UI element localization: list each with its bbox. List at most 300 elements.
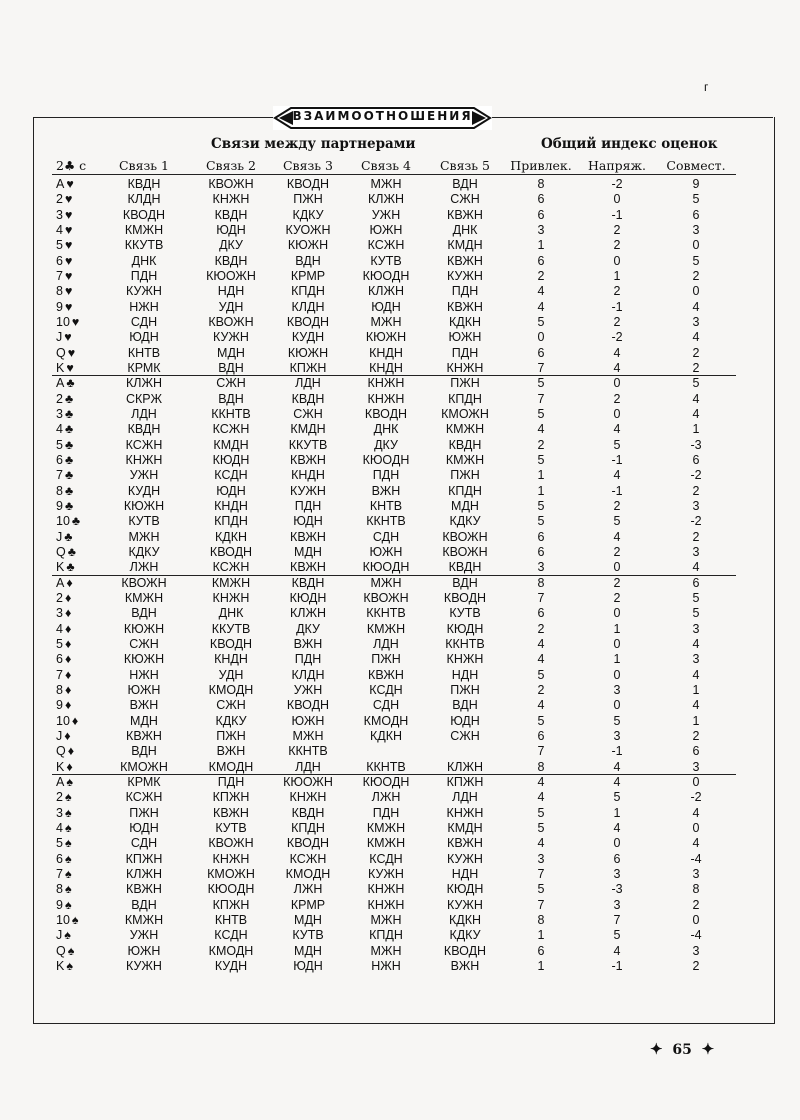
attraction-cell: 4	[537, 284, 545, 298]
tension-cell: 4	[613, 468, 621, 482]
link-2-cell: ЮДН	[216, 223, 246, 237]
link-4-cell: ККНТВ	[366, 606, 406, 620]
page-footer	[650, 1040, 714, 1058]
link-3-cell: ККНТВ	[288, 744, 328, 758]
link-4-cell: КЮОДН	[362, 560, 410, 574]
table-row	[0, 714, 800, 729]
link-4-cell: КСДН	[369, 683, 403, 697]
card-rank: J	[56, 729, 63, 743]
link-2-cell: НДН	[217, 284, 245, 298]
compatibility-cell: 1	[692, 714, 700, 728]
link-5-cell: КВЖН	[447, 254, 483, 268]
link-4-cell: КДКН	[369, 729, 403, 743]
link-3-cell: ДКУ	[296, 622, 320, 636]
link-5-cell: ПДН	[451, 346, 479, 360]
suit-icon: ♥	[64, 330, 72, 344]
link-3-cell: КВДН	[291, 392, 325, 406]
suit-icon: ♣	[64, 392, 74, 406]
table-row	[0, 422, 800, 437]
attraction-cell: 4	[537, 637, 545, 651]
compatibility-cell: 5	[692, 591, 700, 605]
link-2-cell: СЖН	[216, 376, 246, 390]
link-3-cell: КПЖН	[289, 361, 327, 375]
attraction-cell: 1	[537, 468, 545, 482]
link-3-cell: КЮЖН	[287, 346, 329, 360]
link-4-cell: КВОДН	[364, 407, 408, 421]
link-1-cell: НЖН	[129, 300, 159, 314]
attraction-cell: 4	[537, 790, 545, 804]
link-1-cell: КУЖН	[126, 284, 162, 298]
link-5-cell: КВОДН	[443, 591, 487, 605]
suit-icon: ♠	[64, 836, 72, 850]
card-rank: 6	[56, 453, 63, 467]
link-4-cell: МЖН	[370, 913, 402, 927]
table-row	[0, 545, 800, 560]
suit-icon: ♥	[64, 284, 73, 298]
tension-cell: 0	[613, 606, 621, 620]
suit-icon: ♦	[64, 729, 71, 743]
col-header-link-3: Связь 3	[282, 158, 334, 173]
link-4-cell: КСДН	[369, 852, 403, 866]
table-row	[0, 407, 800, 422]
suit-icon: ♣	[67, 545, 76, 559]
tension-cell: 0	[613, 254, 621, 268]
ornament-left-icon: ✦	[650, 1040, 663, 1058]
suit-icon: ♣	[64, 407, 74, 421]
attraction-cell: 3	[537, 223, 545, 237]
link-4-cell: КЮОДН	[362, 775, 410, 789]
link-4-cell: КНЖН	[367, 376, 405, 390]
link-2-cell: ДКУ	[219, 238, 243, 252]
link-3-cell: ПДН	[294, 652, 322, 666]
link-4-cell: ЮЖН	[369, 223, 403, 237]
link-3-cell: ККУТВ	[288, 438, 328, 452]
link-5-cell: ВДН	[452, 177, 478, 191]
link-2-cell: ВЖН	[216, 744, 246, 758]
link-1-cell: ЮДН	[129, 821, 159, 835]
suit-icon: ♠	[64, 806, 72, 820]
table-row	[0, 821, 800, 836]
card-label	[56, 821, 100, 836]
link-4-cell: КВЖН	[368, 668, 404, 682]
suit-icon: ♠	[66, 959, 73, 973]
attraction-cell: 7	[537, 392, 545, 406]
suit-icon: ♥	[67, 346, 76, 360]
header-rule	[52, 174, 736, 175]
suit-icon: ♦	[64, 637, 72, 651]
compatibility-cell: 2	[692, 530, 700, 544]
attraction-cell: 8	[537, 177, 545, 191]
card-rank: 8	[56, 484, 63, 498]
attraction-cell: 8	[537, 576, 545, 590]
link-3-cell: КВДН	[291, 806, 325, 820]
suit-icon: ♥	[66, 361, 74, 375]
link-5-cell: КВДН	[448, 560, 482, 574]
link-2-cell: КВЖН	[213, 806, 249, 820]
card-label	[56, 484, 100, 499]
link-5-cell: КДКУ	[449, 928, 481, 942]
card-rank: 8	[56, 284, 63, 298]
link-4-cell: УЖН	[371, 208, 401, 222]
table-row	[0, 790, 800, 805]
suit-icon: ♣	[66, 560, 75, 574]
card-label	[56, 959, 100, 974]
table-row	[0, 668, 800, 683]
tension-cell: 2	[613, 238, 621, 252]
compatibility-cell: 8	[692, 882, 700, 896]
link-2-cell: КСДН	[214, 928, 248, 942]
link-2-cell: УДН	[218, 300, 244, 314]
link-1-cell: КЮЖН	[123, 652, 165, 666]
compatibility-cell: 4	[692, 407, 700, 421]
link-4-cell: СДН	[372, 698, 400, 712]
link-4-cell: ДКУ	[374, 438, 398, 452]
card-rank: 7	[56, 269, 63, 283]
compatibility-cell: -4	[690, 928, 702, 942]
link-3-cell: КМОДН	[285, 867, 331, 881]
card-rank: 9	[56, 898, 63, 912]
compatibility-cell: 3	[692, 652, 700, 666]
tension-cell: 0	[613, 637, 621, 651]
link-4-cell: КМЖН	[366, 836, 406, 850]
compatibility-cell: 1	[692, 683, 700, 697]
table-row	[0, 806, 800, 821]
link-4-cell: ПДН	[372, 468, 400, 482]
card-rank: 3	[56, 606, 63, 620]
table-row	[0, 269, 800, 284]
link-3-cell: КЮЖН	[287, 238, 329, 252]
link-2-cell: ККНТВ	[211, 407, 251, 421]
table-row	[0, 944, 800, 959]
link-5-cell: ДНК	[452, 223, 478, 237]
card-rank: 7	[56, 468, 63, 482]
attraction-cell: 5	[537, 668, 545, 682]
suit-icon: ♦	[64, 622, 72, 636]
suit-icon: ♣	[64, 530, 73, 544]
col-header-compatibility: Совмест.	[666, 158, 726, 173]
tension-cell: 2	[613, 545, 621, 559]
table-row	[0, 898, 800, 913]
link-2-cell: КНДН	[214, 652, 248, 666]
tension-cell: 0	[613, 668, 621, 682]
link-5-cell: КМЖН	[445, 422, 485, 436]
link-5-cell: КВОДН	[443, 944, 487, 958]
attraction-cell: 1	[537, 484, 545, 498]
suit-icon: ♠	[64, 867, 72, 881]
link-3-cell: ЛДН	[295, 760, 321, 774]
link-5-cell: КВОЖН	[442, 545, 488, 559]
suit-icon: ♣	[64, 484, 74, 498]
attraction-cell: 5	[537, 714, 545, 728]
link-5-cell: КВОЖН	[442, 530, 488, 544]
attraction-cell: 5	[537, 882, 545, 896]
link-3-cell: ЮДН	[293, 514, 323, 528]
compatibility-cell: 3	[692, 545, 700, 559]
link-1-cell: КМОЖН	[120, 760, 168, 774]
link-2-cell: КСДН	[214, 468, 248, 482]
card-rank: A	[56, 576, 65, 590]
card-label	[56, 361, 100, 376]
suit-icon: ♠	[64, 790, 72, 804]
table-row	[0, 484, 800, 499]
suit-icon: ♥	[64, 223, 73, 237]
suit-icon: ♠	[64, 882, 72, 896]
link-2-cell: КМОДН	[208, 760, 254, 774]
link-3-cell: КЮОЖН	[283, 775, 333, 789]
table-row	[0, 683, 800, 698]
card-label	[56, 192, 100, 207]
card-label	[56, 514, 100, 529]
link-2-cell: КДКУ	[215, 714, 247, 728]
attraction-cell: 6	[537, 729, 545, 743]
link-3-cell: КУЖН	[290, 484, 326, 498]
attraction-cell: 6	[537, 545, 545, 559]
link-4-cell: ЛДН	[373, 637, 399, 651]
link-1-cell: КСЖН	[125, 790, 163, 804]
link-3-cell: МЖН	[292, 729, 324, 743]
link-1-cell: ЛЖН	[129, 560, 159, 574]
link-3-cell: КВОДН	[286, 836, 330, 850]
link-1-cell: КПЖН	[125, 852, 163, 866]
attraction-cell: 4	[537, 836, 545, 850]
card-label	[56, 944, 100, 959]
link-2-cell: УДН	[218, 668, 244, 682]
link-4-cell: КНЖН	[367, 882, 405, 896]
link-5-cell: КУЖН	[447, 269, 483, 283]
link-2-cell: КУТВ	[215, 821, 247, 835]
suit-icon: ♠	[64, 928, 71, 942]
card-label	[56, 913, 100, 928]
table-row	[0, 606, 800, 621]
tension-cell: 4	[613, 760, 621, 774]
link-2-cell: КСЖН	[212, 560, 250, 574]
suit-icon: ♥	[64, 300, 73, 314]
attraction-cell: 6	[537, 208, 545, 222]
link-2-cell: КУДН	[214, 959, 248, 973]
compatibility-cell: 2	[692, 484, 700, 498]
suit-icon: ♦	[64, 652, 72, 666]
link-2-cell: КНДН	[214, 499, 248, 513]
card-label	[56, 284, 100, 299]
tension-cell: 1	[613, 806, 621, 820]
card-rank: 2	[56, 392, 63, 406]
link-2-cell: КМДН	[213, 438, 249, 452]
compatibility-cell: 5	[692, 192, 700, 206]
card-label	[56, 438, 100, 453]
tension-cell: -1	[611, 959, 623, 973]
link-1-cell: КЛЖН	[125, 376, 163, 390]
card-rank: 6	[56, 852, 63, 866]
table-row	[0, 208, 800, 223]
compatibility-cell: 3	[692, 760, 700, 774]
tension-cell: -1	[611, 208, 623, 222]
attraction-cell: 5	[537, 315, 545, 329]
link-2-cell: КЮДН	[212, 453, 250, 467]
link-4-cell: МЖН	[370, 944, 402, 958]
suit-icon: ♣	[64, 453, 74, 467]
tension-cell: -2	[611, 330, 623, 344]
suit-icon: ♠	[67, 944, 75, 958]
link-1-cell: КВОДН	[122, 208, 166, 222]
table-row	[0, 223, 800, 238]
suit-icon: ♠	[71, 913, 79, 927]
card-rank: 3	[56, 208, 63, 222]
card-label	[56, 806, 100, 821]
link-3-cell: ПЖН	[293, 192, 323, 206]
card-rank: 10	[56, 514, 70, 528]
link-2-cell: КПЖН	[212, 790, 250, 804]
table-row	[0, 254, 800, 269]
card-label	[56, 790, 100, 805]
link-3-cell: ЛЖН	[293, 882, 323, 896]
compatibility-cell: 1	[692, 422, 700, 436]
link-2-cell: КВДН	[214, 254, 248, 268]
link-2-cell: КПДН	[214, 514, 248, 528]
link-2-cell: КВОЖН	[208, 315, 254, 329]
link-1-cell: ВДН	[131, 606, 157, 620]
link-3-cell: КПДН	[291, 284, 325, 298]
table-row	[0, 729, 800, 744]
link-2-cell: КЮОЖН	[206, 269, 256, 283]
card-label	[56, 300, 100, 315]
suit-icon: ♦	[64, 698, 72, 712]
link-4-cell: КНДН	[369, 346, 403, 360]
attraction-cell: 5	[537, 806, 545, 820]
link-3-cell: КЛДН	[291, 668, 325, 682]
card-rank: J	[56, 530, 63, 544]
link-3-cell: КВЖН	[290, 560, 326, 574]
card-rank: 10	[56, 714, 70, 728]
compatibility-cell: 2	[692, 959, 700, 973]
link-2-cell: ККУТВ	[211, 622, 251, 636]
link-2-cell: КВОДН	[209, 545, 253, 559]
col-header-link-1: Связь 1	[118, 158, 170, 173]
card-rank: 7	[56, 867, 63, 881]
table-row	[0, 530, 800, 545]
card-label	[56, 392, 100, 407]
tension-cell: 5	[613, 790, 621, 804]
link-4-cell: ЮЖН	[369, 545, 403, 559]
card-label	[56, 453, 100, 468]
tension-cell: 2	[613, 223, 621, 237]
compatibility-cell: 3	[692, 867, 700, 881]
link-1-cell: СЖН	[129, 637, 159, 651]
card-label	[56, 668, 100, 683]
tension-cell: 2	[613, 576, 621, 590]
compatibility-cell: 0	[692, 284, 700, 298]
suit-icon: ♦	[64, 606, 72, 620]
card-label	[56, 867, 100, 882]
link-1-cell: КЮЖН	[123, 499, 165, 513]
card-label	[56, 760, 100, 775]
card-label	[56, 177, 100, 192]
link-1-cell: КЛДН	[127, 192, 161, 206]
link-1-cell: КВЖН	[126, 882, 162, 896]
link-2-cell: КМЖН	[211, 576, 251, 590]
table-row	[0, 300, 800, 315]
compatibility-cell: -2	[690, 468, 702, 482]
tension-cell: -1	[611, 744, 623, 758]
link-1-cell: ВЖН	[129, 698, 159, 712]
attraction-cell: 2	[537, 683, 545, 697]
compatibility-cell: 5	[692, 254, 700, 268]
tension-cell: 4	[613, 530, 621, 544]
link-3-cell: КВДН	[291, 576, 325, 590]
tension-cell: 5	[613, 928, 621, 942]
table-row	[0, 499, 800, 514]
link-2-cell: КНЖН	[212, 852, 250, 866]
suit-icon: ♦	[64, 668, 72, 682]
link-3-cell: ЮДН	[293, 959, 323, 973]
link-3-cell: КУДН	[291, 330, 325, 344]
link-1-cell: КМЖН	[124, 591, 164, 605]
attraction-cell: 6	[537, 530, 545, 544]
link-5-cell: КМЖН	[445, 453, 485, 467]
link-1-cell: ДНК	[131, 254, 157, 268]
attraction-cell: 4	[537, 300, 545, 314]
suit-icon: ♥	[66, 177, 74, 191]
link-4-cell: КЮОДН	[362, 453, 410, 467]
card-rank: Q	[56, 944, 66, 958]
ornament-right-icon: ✦	[701, 1040, 715, 1058]
tension-cell: 2	[613, 591, 621, 605]
link-5-cell: КДКН	[448, 315, 482, 329]
link-2-cell: ПЖН	[216, 729, 246, 743]
card-label	[56, 346, 100, 361]
link-3-cell: КЛДН	[291, 300, 325, 314]
card-label	[56, 606, 100, 621]
suit-icon: ♣	[66, 376, 75, 390]
attraction-cell: 8	[537, 760, 545, 774]
link-1-cell: КРМК	[127, 775, 161, 789]
table-row	[0, 652, 800, 667]
card-rank: J	[56, 330, 63, 344]
table-row	[0, 514, 800, 529]
tension-cell: 2	[613, 315, 621, 329]
link-4-cell: КПДН	[369, 928, 403, 942]
card-rank: J	[56, 928, 63, 942]
card-label	[56, 882, 100, 897]
link-1-cell: КЛЖН	[125, 867, 163, 881]
suit-icon: ♦	[66, 576, 73, 590]
attraction-cell: 1	[537, 959, 545, 973]
frame-top-right	[492, 117, 773, 118]
link-5-cell: СЖН	[450, 192, 480, 206]
table-row	[0, 438, 800, 453]
link-5-cell: КНЖН	[446, 361, 484, 375]
compatibility-cell: 2	[692, 269, 700, 283]
compatibility-cell: 4	[692, 300, 700, 314]
card-label	[56, 238, 100, 253]
attraction-cell: 7	[537, 361, 545, 375]
link-1-cell: КУДН	[127, 484, 161, 498]
table-row	[0, 392, 800, 407]
card-rank: 10	[56, 315, 70, 329]
link-3-cell: УЖН	[293, 683, 323, 697]
compatibility-cell: 3	[692, 622, 700, 636]
link-1-cell: КВОЖН	[121, 576, 167, 590]
tension-cell: -3	[611, 882, 623, 896]
attraction-cell: 7	[537, 744, 545, 758]
link-4-cell: КНЖН	[367, 392, 405, 406]
link-5-cell: КВЖН	[447, 836, 483, 850]
tension-cell: 3	[613, 898, 621, 912]
table-row	[0, 238, 800, 253]
tension-cell: 4	[613, 944, 621, 958]
col-header-card: 2♣ с	[56, 158, 87, 173]
link-5-cell: КМДН	[447, 238, 483, 252]
card-rank: A	[56, 775, 65, 789]
